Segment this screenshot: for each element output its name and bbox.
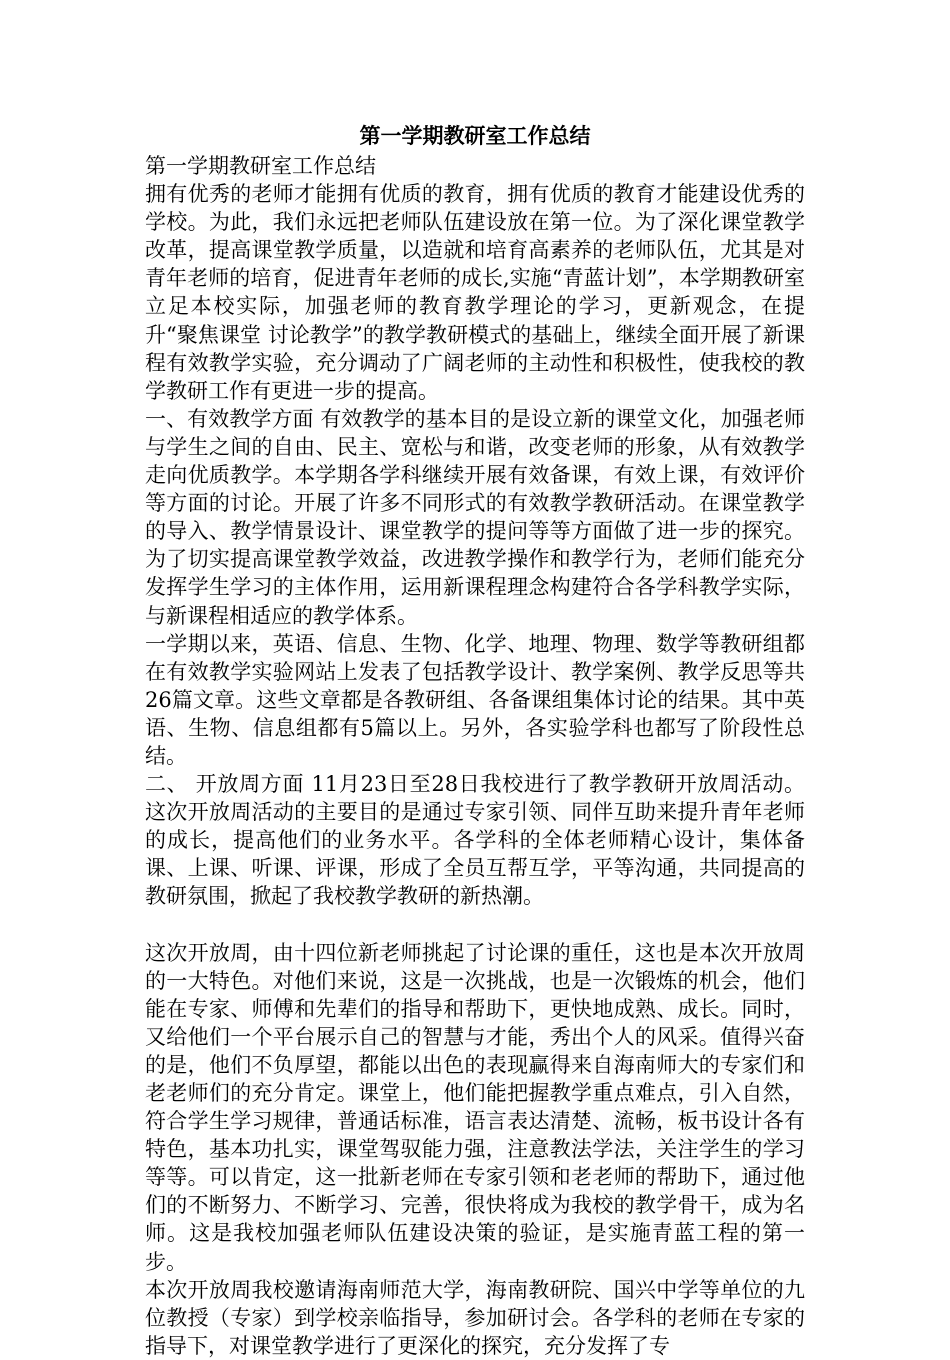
new-teachers-paragraph: 这次开放周，由十四位新老师挑起了讨论课的重任，这也是本次开放周的一大特色。对他们来说，这是一次挑战，也是一次锻炼的机会，他们能在专家、师傅和先辈们的指导和帮助下，更快地成熟、成长。同时，又给他们一个平台展示自己的智慧与才能，秀出个人的风采。值得兴奋的是，他们不负厚望，都能以出色的表现赢得来自海南师大的专家们和老老师们的充分肯定。课堂上，他们能把握教学重点难点，引入自然，符合学生学习规律，普通话标准，语言表达清楚、流畅，板书设计各有特色，基本功扎实，课堂驾驭能力强，注意教法学法，关注学生的学习等等。可以肯定，这一批新老师在专家引领和老老师的帮助下，通过他们的不断努力、不断学习、完善，很快将成为我校的教学骨干，成为名师。这是我校加强老师队伍建设决策的验证，是实施青蓝工程的第一步。: [145, 940, 805, 1274]
experts-paragraph: 本次开放周我校邀请海南师范大学，海南教研院、国兴中学等单位的九位教授（专家）到学校亲临指导，参加研讨会。各学科的老师在专家的指导下，对课堂教学进行了更深化的探究，充分发挥了专: [145, 1277, 805, 1358]
document-title: 第一学期教研室工作总结: [359, 123, 591, 148]
document-body: [145, 120, 805, 1360]
semester-articles-paragraph: 一学期以来，英语、信息、生物、化学、地理、物理、数学等教研组都在有效教学实验网站上发表了包括教学设计、教学案例、教学反思等共26篇文章。这些文章都是各教研组、各备课组集体讨论的结果。其中英语、生物、信息组都有5篇以上。另外，各实验学科也都写了阶段性总结。: [145, 631, 805, 768]
paragraph-spacer: [145, 911, 805, 939]
intro-paragraph: 拥有优秀的老师才能拥有优质的教育，拥有优质的教育才能建设优秀的学校。为此，我们永远把老师队伍建设放在第一位。为了深化课堂教学改革，提高课堂教学质量，以造就和培育高素养的老师队伍，尤其是对青年老师的培育，促进青年老师的成长,实施“青蓝计划”，本学期教研室立足本校实际，加强老师的教育教学理论的学习，更新观念，在提升“聚焦课堂 讨论教学”的教学教研模式的基础上，继续全面开展了新课程有效教学实验，充分调动了广阔老师的主动性和积极性，使我校的教学教研工作有更进一步的提高。: [145, 182, 805, 403]
subtitle-paragraph: 第一学期教研室工作总结: [145, 154, 376, 178]
effective-teaching-paragraph: 一、有效教学方面 有效教学的基本目的是设立新的课堂文化，加强老师与学生之间的自由、民主、宽松与和谐，改变老师的形象，从有效教学走向优质教学。本学期各学科继续开展有效备课，有效上课，有效评价等方面的讨论。开展了许多不同形式的有效教学教研活动。在课堂教学的导入、教学情景设计、课堂教学的提问等等方面做了进一步的探究。为了切实提高课堂教学效益，改进教学操作和教学行为，老师们能充分发挥学生学习的主体作用，运用新课程理念构建符合各学科教学实际，与新课程相适应的教学体系。: [145, 406, 805, 628]
open-week-paragraph: 二、 开放周方面 11月23日至28日我校进行了教学教研开放周活动。这次开放周活动的主要目的是通过专家引领、同伴互助来提升青年老师的成长，提高他们的业务水平。各学科的全体老师精心设计，集体备课、上课、听课、评课，形成了全员互帮互学，平等沟通，共同提高的教研氛围，掀起了我校教学教研的新热潮。: [145, 772, 805, 909]
